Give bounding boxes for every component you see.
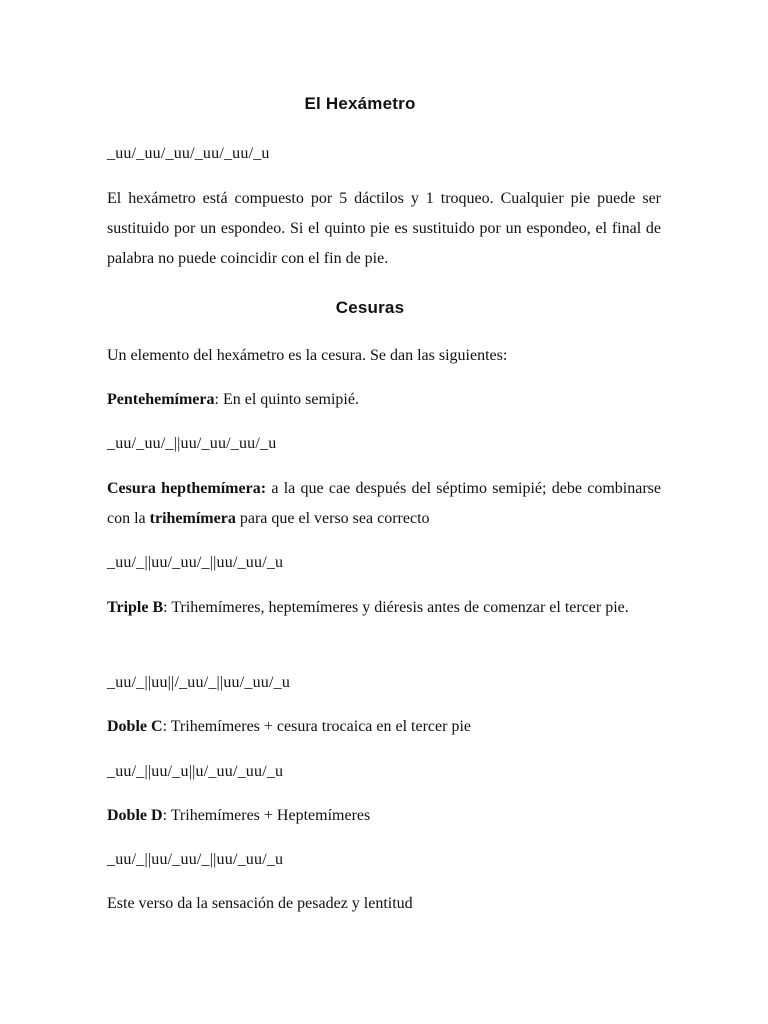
hexameter-scheme: _uu/_uu/_uu/_uu/_uu/_u — [107, 145, 270, 162]
hepthemimera-text-2: para que el verso sea correcto — [235, 510, 430, 527]
section-title-cesuras: Cesuras — [335, 298, 405, 317]
triple-b-text: : Trihemímeres, heptemímeres y diéresis antes de comenzar el tercer pie. — [163, 599, 629, 616]
doble-c-text: : Trihemímeres + cesura trocaica en el tercer pie — [162, 718, 472, 735]
triple-b-scheme: _uu/_||uu||/_uu/_||uu/_uu/_u — [107, 674, 291, 691]
hepthemimera-scheme: _uu/_||uu/_uu/_||uu/_uu/_u — [107, 554, 284, 571]
doble-d-text: : Trihemímeres + Heptemímeres — [162, 807, 371, 824]
doble-d-term: Doble D — [107, 807, 163, 824]
hepthemimera-text-1: a la que cae después del séptimo semipié; debe combinarse con la — [107, 480, 661, 527]
pentehemimera-term: Pentehemímera — [107, 391, 215, 408]
hepthemimera-term: Cesura hepthemímera: — [107, 480, 267, 497]
pentehemimera-definition — [107, 385, 661, 415]
doble-c-scheme: _uu/_||uu/_u||u/_uu/_uu/_u — [107, 763, 284, 780]
doble-d-scheme: _uu/_||uu/_uu/_||uu/_uu/_u — [107, 851, 284, 868]
pentehemimera-scheme: _uu/_uu/_||uu/_uu/_uu/_u — [107, 435, 277, 452]
doble-d-definition — [107, 801, 661, 831]
triple-b-definition — [107, 593, 661, 623]
hepthemimera-definition — [107, 474, 661, 534]
document-title: El Hexámetro — [304, 94, 416, 113]
intro-paragraph: El hexámetro está compuesto por 5 dáctilos y 1 troqueo. Cualquier pie puede ser sustituido por un espondeo. Si el quinto pie es sustituido por un espondeo, el final de palabra no puede coincidir con el fin de pie. — [107, 190, 661, 267]
doble-c-definition — [107, 712, 661, 742]
closing-sentence: Este verso da la sensación de pesadez y lentitud — [107, 895, 413, 912]
doble-c-term: Doble C — [107, 718, 163, 735]
cesura-intro: Un elemento del hexámetro es la cesura. Se dan las siguientes: — [107, 347, 508, 364]
triple-b-term: Triple B — [107, 599, 164, 616]
trihemimera-term: trihemímera — [149, 510, 236, 527]
pentehemimera-text: : En el quinto semipié. — [214, 391, 359, 408]
